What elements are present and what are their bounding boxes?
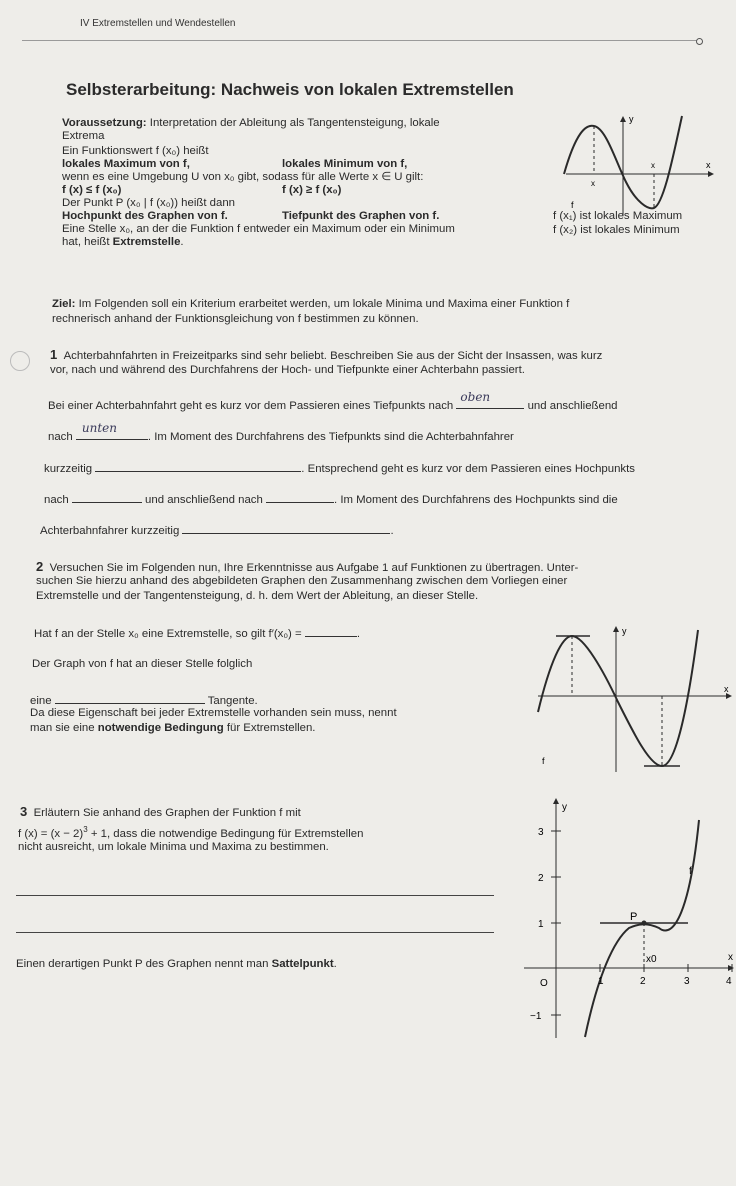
lokales-minimum-label: lokales Minimum von f, <box>282 158 408 170</box>
saddle-graph-ytick-label-2: 2 <box>538 873 544 884</box>
task2-intro1: Versuchen Sie im Folgenden nun, Ihre Erkenntnisse aus Aufgabe 1 auf Funktionen zu übertragen. Unter- <box>49 562 579 574</box>
task2-q3-end: Tangente. <box>207 695 258 707</box>
task1-s5-end: . <box>390 525 394 537</box>
saddle-graph-xtick-label-4: 4 <box>726 976 732 987</box>
notwendige-bedingung-term: notwendige Bedingung <box>97 722 224 734</box>
task1-s3-text: kurzzeitig <box>44 463 93 475</box>
saddle-graph-xtick-label-3: 3 <box>684 976 690 987</box>
extremstelle-term: Extremstelle <box>112 236 181 248</box>
task1-s4-text: nach <box>44 494 69 506</box>
saddle-graph-origin-label: O <box>540 978 548 989</box>
task2-intro-line3: Extremstelle und der Tangentensteigung, d. h. dem Wert der Ableitung, an dieser Stelle. <box>36 590 479 602</box>
answer6-field[interactable] <box>182 522 390 534</box>
extrema-graph <box>556 112 718 218</box>
extrema-graph-y-label: y <box>629 114 634 124</box>
condition-min: f (x) ≥ f (x₀) <box>282 184 342 196</box>
saddle-point-marker <box>642 921 647 926</box>
voraussetzung-label: Voraussetzung: <box>62 117 147 129</box>
answer5-field[interactable] <box>266 491 334 503</box>
header-rule <box>22 40 702 41</box>
task2-question4: Da diese Eigenschaft bei jeder Extremstelle vorhanden sein muss, nennt <box>30 707 397 719</box>
extrema-graph-x-arrow <box>708 171 714 177</box>
saddle-graph-xtick-label-2: 2 <box>640 976 646 987</box>
task1-s4-mid: und anschließend nach <box>145 494 263 506</box>
task3-answer-line-2[interactable] <box>16 932 494 933</box>
task1-sentence3 <box>44 460 635 476</box>
task2-question3 <box>30 692 258 708</box>
punkt-line: Der Punkt P (x₀ | f (x₀)) heißt dann <box>62 197 235 209</box>
task1-intro-line1 <box>50 348 602 363</box>
lokales-maximum-label: lokales Maximum von f, <box>62 158 190 170</box>
task1-sentence2 <box>48 421 514 444</box>
page-title: Selbsterarbeitung: Nachweis von lokalen Extremstellen <box>66 80 514 99</box>
task2-question5 <box>30 722 315 735</box>
ziel-text1: Im Folgenden soll ein Kriterium erarbeitet werden, um lokale Minima und Maxima einer Funktion f <box>78 298 570 310</box>
tangent-answer-field[interactable] <box>55 692 205 704</box>
saddle-graph-ytick-label-minus1: −1 <box>530 1011 542 1022</box>
task2-intro-line1 <box>36 560 578 575</box>
task2-question1 <box>34 625 360 641</box>
task1-s1-text: Bei einer Achterbahnfahrt geht es kurz vor dem Passieren eines Tiefpunkts nach <box>48 400 454 412</box>
ziel-label: Ziel: <box>52 298 76 310</box>
voraussetzung-line1 <box>62 117 440 130</box>
saddle-point-graph <box>514 790 736 1040</box>
tangent-graph-x-label: x <box>724 684 729 694</box>
task2-question2: Der Graph von f hat an dieser Stelle folglich <box>32 658 253 670</box>
saddle-graph-x-label: x <box>728 952 733 963</box>
task1-s4-end: . Im Moment des Durchfahrens des Hochpunkts sind die <box>334 494 618 506</box>
saddle-graph-xtick-label-1: 1 <box>598 976 604 987</box>
derivative-answer-field[interactable] <box>305 625 357 637</box>
answer1-field[interactable] <box>456 390 524 409</box>
condition-max: f (x) ≤ f (x₀) <box>62 184 122 196</box>
task1-s2-text: nach <box>48 431 73 443</box>
task2-number: 2 <box>36 559 44 574</box>
answer2-field[interactable] <box>76 421 148 440</box>
task3-line2 <box>18 823 363 841</box>
task3-closing <box>16 958 337 971</box>
task1-intro-line2: vor, nach und während des Durchfahrens der Hoch- und Tiefpunkte einer Achterbahn passiert. <box>50 364 525 376</box>
extrema-graph-f-label: f <box>571 200 574 210</box>
tiefpunkt-label: Tiefpunkt des Graphen von f. <box>282 210 440 222</box>
chapter-header: IV Extremstellen und Wendestellen <box>80 18 236 29</box>
task3-closing-text: Einen derartigen Punkt P des Graphen nennt man <box>16 958 272 970</box>
task1-number: 1 <box>50 347 58 362</box>
saddle-graph-f-label: f <box>689 866 692 877</box>
extrema-graph-x-label: x <box>706 160 711 170</box>
task2-intro-line2: suchen Sie hierzu anhand des abgebildeten Graphen den Zusammenhang zwischen dem Vorliegen einer <box>36 575 568 587</box>
tangent-graph-y-arrow <box>613 626 619 632</box>
umgebung-line: wenn es eine Umgebung U von x₀ gibt, sodass für alle Werte x ∈ U gilt: <box>62 171 424 183</box>
task3-line3: nicht ausreicht, um lokale Minima und Maxima zu bestimmen. <box>18 841 329 853</box>
task3-formula-exponent: 3 <box>83 825 88 834</box>
task1-intro1: Achterbahnfahrten in Freizeitparks sind sehr beliebt. Beschreiben Sie aus der Sicht der Insassen, was kurz <box>63 350 603 362</box>
extremstelle-def-line2 <box>62 236 184 249</box>
extrema-graph-x1-label: x <box>591 179 595 188</box>
tangent-graph-curve <box>538 630 698 766</box>
tangent-graph <box>534 622 734 774</box>
task2-q1-end: . <box>356 628 361 640</box>
task1-sentence5 <box>40 522 394 538</box>
answer4-field[interactable] <box>72 491 142 503</box>
answer1-handwriting: oben <box>460 390 491 404</box>
tangent-graph-y-label: y <box>622 626 627 636</box>
task2-q1-text: Hat f an der Stelle x₀ eine Extremstelle, so gilt f′(x₀) = <box>34 628 302 640</box>
task3-number: 3 <box>20 804 28 819</box>
extrema-graph-x2-label: x <box>651 161 655 170</box>
saddle-graph-x0-label: x0 <box>646 954 657 965</box>
extremstelle-def-line1: Eine Stelle x₀, an der die Funktion f entweder ein Maximum oder ein Minimum <box>62 223 455 235</box>
ziel-line1 <box>52 298 569 311</box>
extremstelle-def-prefix: hat, heißt <box>62 236 113 248</box>
extremstelle-def-end: . <box>180 236 184 248</box>
voraussetzung-line2: Extrema <box>62 130 105 142</box>
header-rule-end-marker <box>696 38 703 45</box>
task1-sentence1 <box>48 390 618 413</box>
saddle-graph-curve <box>585 820 699 1037</box>
task1-s1-end: und anschließend <box>527 400 618 412</box>
note-lokales-minimum: f (x₂) ist lokales Minimum <box>553 224 680 236</box>
tangent-graph-f-label: f <box>542 756 545 766</box>
task3-formula: f (x) = (x − 2) <box>18 827 84 840</box>
task1-s2-end: . Im Moment des Durchfahrens des Tiefpunkts sind die Achterbahnfahrer <box>147 431 514 443</box>
ziel-line2: rechnerisch anhand der Funktionsgleichung von f bestimmen zu können. <box>52 313 419 325</box>
task2-q5-end: für Extremstellen. <box>223 722 316 734</box>
note-lokales-maximum: f (x₁) ist lokales Maximum <box>553 210 683 222</box>
saddle-graph-x-arrow <box>728 965 734 971</box>
punch-hole <box>10 351 30 371</box>
saddle-graph-y-arrow <box>553 798 559 804</box>
task3-closing-end: . <box>333 958 337 970</box>
task2-q5-prefix: man sie eine <box>30 722 98 734</box>
voraussetzung-text: Interpretation der Ableitung als Tangentensteigung, lokale <box>149 117 440 129</box>
saddle-graph-y-label: y <box>562 802 567 813</box>
saddle-graph-p-label: P <box>630 911 638 923</box>
task3-l1-text: Erläutern Sie anhand des Graphen der Funktion f mit <box>33 807 301 819</box>
answer3-field[interactable] <box>95 460 301 472</box>
answer2-handwriting: unten <box>81 421 117 435</box>
sattelpunkt-term: Sattelpunkt <box>271 958 334 970</box>
task1-sentence4 <box>44 491 618 507</box>
funktionswert-line: Ein Funktionswert f (x₀) heißt <box>62 145 209 157</box>
hochpunkt-label: Hochpunkt des Graphen von f. <box>62 210 228 222</box>
task1-s3-end: . Entsprechend geht es kurz vor dem Passieren eines Hochpunkts <box>301 463 635 475</box>
task1-s5-text: Achterbahnfahrer kurzzeitig <box>40 525 180 537</box>
saddle-graph-ytick-label-3: 3 <box>538 827 544 838</box>
task3-line1 <box>20 805 301 820</box>
saddle-graph-ytick-label-1: 1 <box>538 919 544 930</box>
task2-q3-text: eine <box>30 695 52 707</box>
extrema-graph-y-arrow <box>620 116 626 122</box>
task3-l2-text: + 1, dass die notwendige Bedingung für Extremstellen <box>87 827 364 840</box>
task3-answer-line-1[interactable] <box>16 895 494 896</box>
